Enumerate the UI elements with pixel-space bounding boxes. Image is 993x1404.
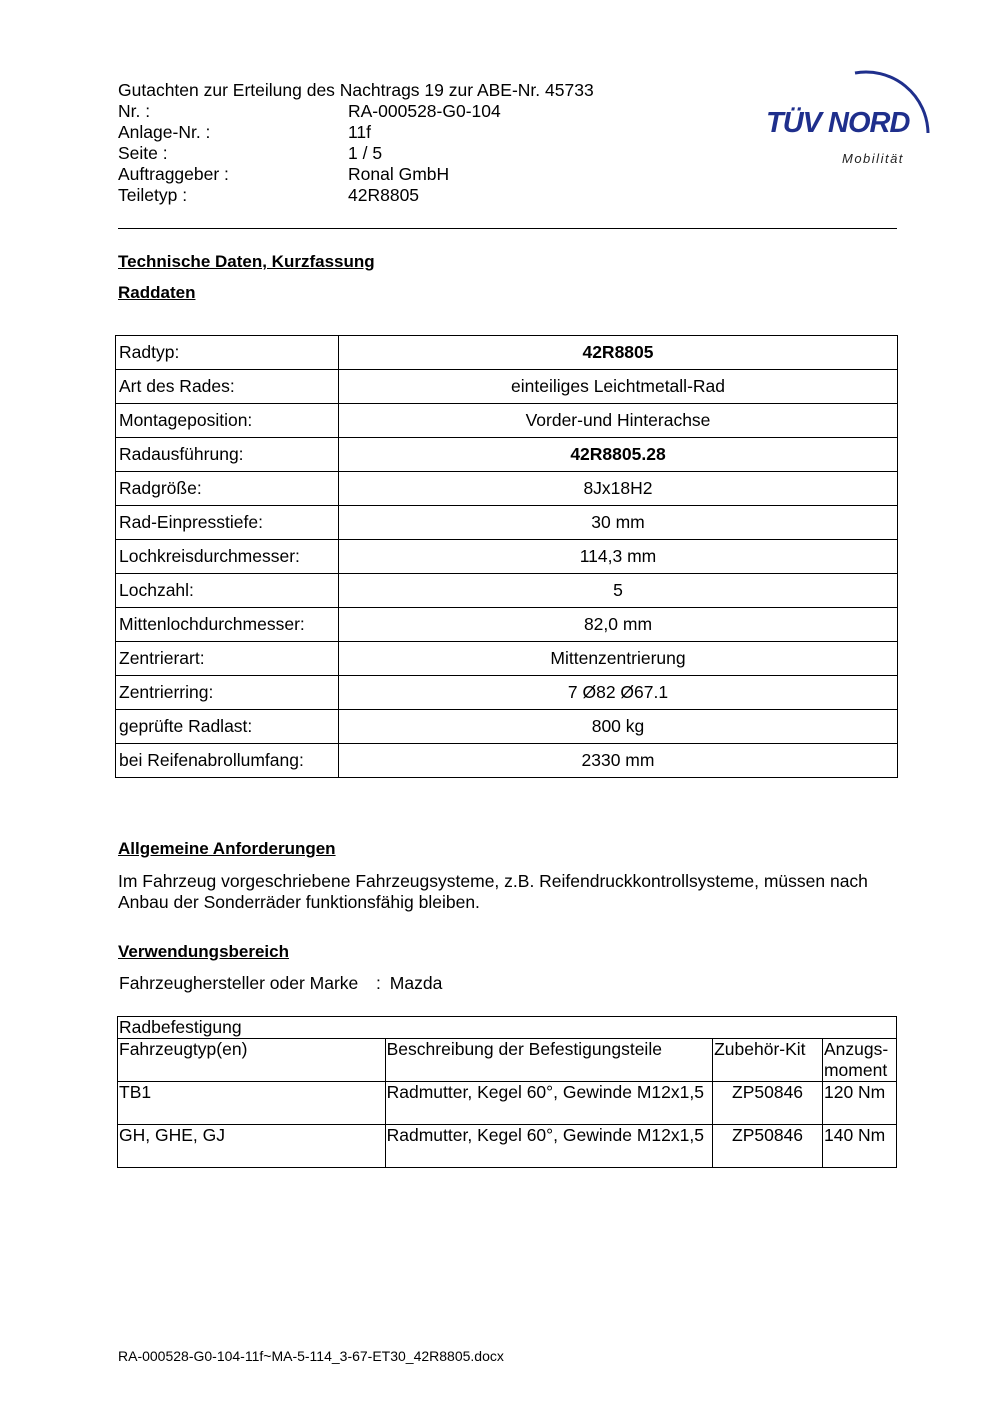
befestigung-title: Radbefestigung <box>118 1017 897 1039</box>
raddaten-value: 42R8805.28 <box>339 438 898 472</box>
befestigung-cell: 140 Nm <box>822 1125 896 1168</box>
raddaten-row <box>116 404 898 438</box>
header-row-label: Anlage-Nr. : <box>118 122 211 142</box>
befestigung-cell: TB1 <box>118 1082 386 1125</box>
raddaten-row <box>116 336 898 370</box>
befestigung-row <box>118 1125 897 1168</box>
raddaten-row <box>116 608 898 642</box>
raddaten-row <box>116 438 898 472</box>
raddaten-row <box>116 472 898 506</box>
raddaten-value: 800 kg <box>339 710 898 744</box>
raddaten-label: Rad-Einpresstiefe: <box>116 506 339 540</box>
befestigung-cell: Radmutter, Kegel 60°, Gewinde M12x1,5 <box>385 1082 712 1125</box>
footer-filename: RA-000528-G0-104-11f~MA-5-114_3-67-ET30_42R8805.docx <box>118 1348 504 1364</box>
raddaten-value: einteiliges Leichtmetall-Rad <box>339 370 898 404</box>
hersteller-sep: : <box>376 973 381 993</box>
raddaten-value: 5 <box>339 574 898 608</box>
raddaten-row <box>116 676 898 710</box>
raddaten-row <box>116 540 898 574</box>
logo-brand-text: TÜV NORD <box>766 107 910 139</box>
befestigung-header-row <box>118 1039 897 1082</box>
raddaten-label: Zentrierart: <box>116 642 339 676</box>
raddaten-label: Radgröße: <box>116 472 339 506</box>
befestigung-cell: ZP50846 <box>713 1125 823 1168</box>
raddaten-row <box>116 506 898 540</box>
raddaten-label: Mittenlochdurchmesser: <box>116 608 339 642</box>
befestigung-header-cell: Anzugs-moment <box>822 1039 896 1082</box>
befestigung-header-cell: Beschreibung der Befestigungsteile <box>385 1039 712 1082</box>
section-title-tech: Technische Daten, Kurzfassung <box>118 252 375 271</box>
raddaten-label: Art des Rades: <box>116 370 339 404</box>
document-title: Gutachten zur Erteilung des Nachtrags 19 zur ABE-Nr. 45733 <box>118 80 594 100</box>
raddaten-value: 114,3 mm <box>339 540 898 574</box>
header-row-value: 11f <box>348 122 372 142</box>
raddaten-value: 7 Ø82 Ø67.1 <box>339 676 898 710</box>
raddaten-value: 42R8805 <box>339 336 898 370</box>
header-row-value: RA-000528-G0-104 <box>348 101 501 121</box>
header-row-value: Ronal GmbH <box>348 164 450 184</box>
raddaten-value: 82,0 mm <box>339 608 898 642</box>
section-title-allgemein: Allgemeine Anforderungen <box>118 839 336 858</box>
befestigung-cell: 120 Nm <box>822 1082 896 1125</box>
raddaten-label: geprüfte Radlast: <box>116 710 339 744</box>
raddaten-label: Montageposition: <box>116 404 339 438</box>
raddaten-row <box>116 574 898 608</box>
befestigung-row <box>118 1082 897 1125</box>
raddaten-label: Radtyp: <box>116 336 339 370</box>
section-title-verwendung: Verwendungsbereich <box>118 942 289 961</box>
header-row-label: Nr. : <box>118 101 151 121</box>
befestigung-header-cell: Zubehör-Kit <box>713 1039 823 1082</box>
raddaten-table <box>115 335 898 778</box>
allgemein-paragraph: Im Fahrzeug vorgeschriebene Fahrzeugsysteme, z.B. Reifendruckkontrollsysteme, müssen nach Anbau der Sonderräder funktionsfähig bleiben. <box>118 871 868 912</box>
header-divider <box>118 228 897 229</box>
header-row-value: 1 / 5 <box>348 143 383 163</box>
raddaten-label: Lochkreisdurchmesser: <box>116 540 339 574</box>
raddaten-value: 2330 mm <box>339 744 898 778</box>
hersteller-label: Fahrzeughersteller oder Marke <box>119 973 359 993</box>
raddaten-row <box>116 370 898 404</box>
raddaten-label: Radausführung: <box>116 438 339 472</box>
raddaten-label: bei Reifenabrollumfang: <box>116 744 339 778</box>
logo-sub-text: Mobilität <box>842 151 904 166</box>
raddaten-value: 8Jx18H2 <box>339 472 898 506</box>
section-title-raddaten: Raddaten <box>118 283 196 302</box>
raddaten-value: 30 mm <box>339 506 898 540</box>
header-row-label: Teiletyp : <box>118 185 188 205</box>
raddaten-value: Mittenzentrierung <box>339 642 898 676</box>
header-row-value: 42R8805 <box>348 185 420 205</box>
raddaten-label: Zentrierring: <box>116 676 339 710</box>
raddaten-row <box>116 642 898 676</box>
header-row-label: Auftraggeber : <box>118 164 229 184</box>
tuv-nord-logo <box>760 55 940 175</box>
hersteller-line <box>119 973 442 994</box>
raddaten-row <box>116 744 898 778</box>
befestigung-cell: GH, GHE, GJ <box>118 1125 386 1168</box>
raddaten-label: Lochzahl: <box>116 574 339 608</box>
befestigung-header-cell: Fahrzeugtyp(en) <box>118 1039 386 1082</box>
befestigung-cell: Radmutter, Kegel 60°, Gewinde M12x1,5 <box>385 1125 712 1168</box>
raddaten-value: Vorder-und Hinterachse <box>339 404 898 438</box>
befestigung-cell: ZP50846 <box>713 1082 823 1125</box>
header-row-label: Seite : <box>118 143 168 163</box>
hersteller-value: Mazda <box>389 973 443 993</box>
raddaten-row <box>116 710 898 744</box>
befestigung-table <box>117 1016 897 1168</box>
